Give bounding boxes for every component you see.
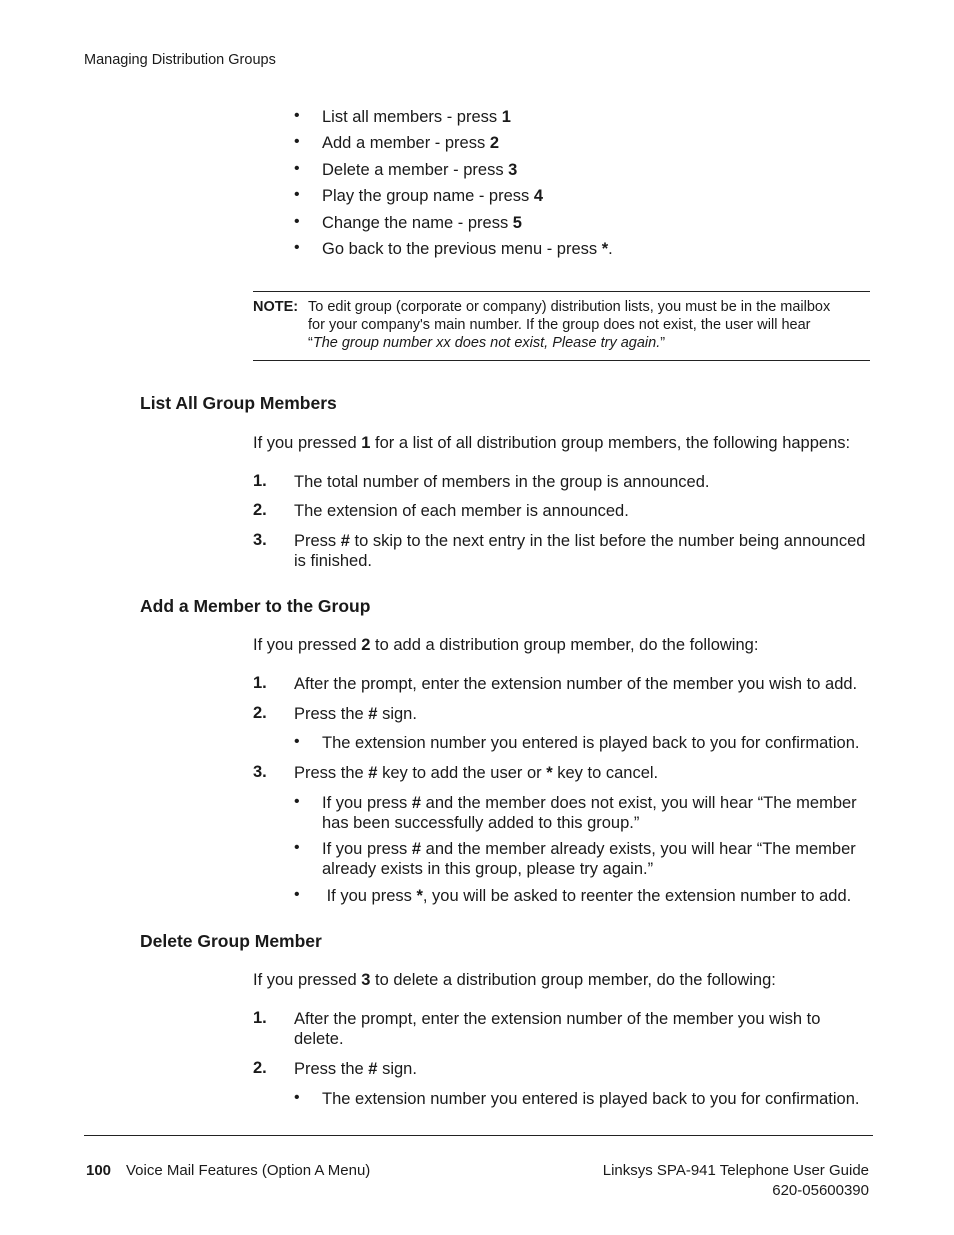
bullet-icon: •	[294, 793, 300, 810]
section-heading: Delete Group Member	[140, 931, 322, 951]
list-item: If you press # and the member already exists, you will hear “The member already exists in this group, please try again.”	[322, 840, 856, 878]
step-text: Press # to skip to the next entry in the list before the number being announced is finished.	[294, 532, 866, 570]
step-text: The extension of each member is announced.	[294, 502, 629, 520]
step-text: Press the # sign.	[294, 705, 417, 723]
bullet-icon: •	[294, 239, 300, 256]
step-number: 2.	[253, 501, 267, 519]
paragraph: If you pressed 3 to delete a distribution group member, do the following:	[253, 971, 776, 989]
list-item: If you press # and the member does not exist, you will hear “The member has been successfully added to this group.”	[322, 794, 857, 832]
section-heading: List All Group Members	[140, 393, 337, 413]
step-text: Press the # sign.	[294, 1060, 417, 1078]
step-number: 3.	[253, 531, 267, 549]
bullet-icon: •	[294, 839, 300, 856]
page-number: 100	[86, 1162, 112, 1179]
running-head: Managing Distribution Groups	[84, 52, 276, 68]
list-item: List all members - press 1	[322, 108, 511, 126]
bullet-icon: •	[294, 107, 300, 124]
note-bottom-rule	[253, 360, 870, 361]
step-text: Press the # key to add the user or * key to cancel.	[294, 764, 659, 782]
bullet-icon: •	[294, 733, 300, 750]
step-number: 1.	[253, 472, 267, 490]
paragraph: If you pressed 2 to add a distribution group member, do the following:	[253, 636, 759, 654]
bullet-icon: •	[294, 186, 300, 203]
note-top-rule	[253, 291, 870, 292]
bullet-icon: •	[294, 1089, 300, 1106]
list-item: Add a member - press 2	[322, 134, 499, 152]
step-text: After the prompt, enter the extension number of the member you wish to add.	[294, 675, 858, 693]
bullet-icon: •	[294, 213, 300, 230]
list-item: Play the group name - press 4	[322, 187, 544, 205]
list-item: Go back to the previous menu - press *.	[322, 240, 613, 258]
step-text: The total number of members in the group is announced.	[294, 473, 710, 491]
note-label: NOTE:	[253, 299, 299, 315]
list-item: The extension number you entered is played back to you for confirmation.	[322, 1090, 860, 1108]
step-number: 1.	[253, 1009, 267, 1027]
list-item: The extension number you entered is played back to you for confirmation.	[322, 734, 860, 752]
section-heading: Add a Member to the Group	[140, 596, 371, 616]
bullet-icon: •	[294, 886, 300, 903]
footer-rule	[84, 1135, 873, 1136]
step-text: After the prompt, enter the extension number of the member you wish to delete.	[294, 1010, 821, 1048]
step-number: 1.	[253, 674, 267, 692]
bullet-icon: •	[294, 133, 300, 150]
guide-title: Linksys SPA-941 Telephone User Guide 620-05600390	[602, 1162, 869, 1199]
paragraph: If you pressed 1 for a list of all distribution group members, the following happens:	[253, 434, 851, 452]
step-number: 3.	[253, 763, 267, 781]
step-number: 2.	[253, 1059, 267, 1077]
chapter-title: Voice Mail Features (Option A Menu)	[126, 1162, 371, 1179]
list-item: Change the name - press 5	[322, 214, 522, 232]
list-item: If you press *, you will be asked to reenter the extension number to add.	[322, 887, 852, 905]
step-number: 2.	[253, 704, 267, 722]
list-item: Delete a member - press 3	[322, 161, 518, 179]
note-text: To edit group (corporate or company) distribution lists, you must be in the mailbox for your company's main number. If the group does not exist, the user will hear “The group number xx does not exist, Please try again.”	[308, 299, 831, 351]
bullet-icon: •	[294, 160, 300, 177]
